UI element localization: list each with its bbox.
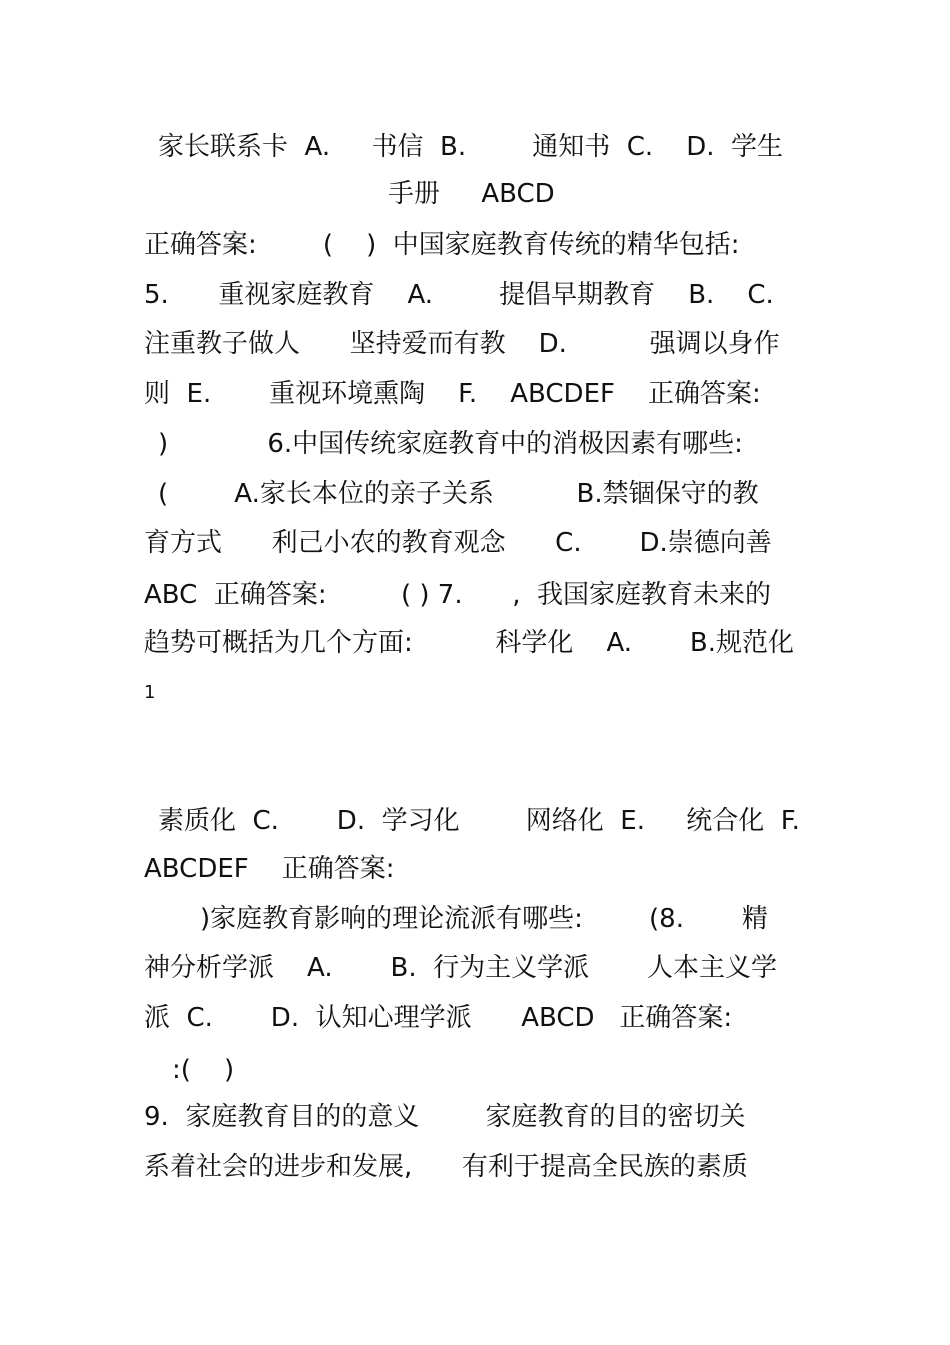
text-line: ) 6.中国传统家庭教育中的消极因素有哪些: [158,429,743,459]
text-line: 手册 ABCD [388,179,555,209]
text-line: :( ) [172,1055,235,1085]
text-line: 注重教子做人 坚持爱而有教 D. 强调以身作 [144,329,780,359]
text-line: ( A.家长本位的亲子关系 B.禁锢保守的教 [158,479,759,509]
text-line: 素质化 C. D. 学习化 网络化 E. 统合化 F. [158,806,800,836]
text-line: 派 C. D. 认知心理学派 ABCD 正确答案: [144,1003,733,1033]
text-line: 家长联系卡 A. 书信 B. 通知书 C. D. 学生 [158,132,784,162]
text-line: 则 E. 重视环境熏陶 F. ABCDEF 正确答案: [144,379,761,409]
text-line: 趋势可概括为几个方面: 科学化 A. B.规范化 [144,628,795,658]
text-line: 育方式 利己小农的教育观念 C. D.崇德向善 [144,528,772,558]
text-line: )家庭教育影响的理论流派有哪些: (8. 精 [200,904,768,934]
text-line: 系着社会的进步和发展, 有利于提高全民族的素质 [144,1152,748,1182]
text-line: 正确答案: ( ) 中国家庭教育传统的精华包括: [144,230,740,260]
page-number: 1 [144,682,156,703]
text-line: 神分析学派 A. B. 行为主义学派 人本主义学 [144,953,777,983]
text-line: ABCDEF 正确答案: [144,854,395,884]
text-line: 9. 家庭教育目的的意义 家庭教育的目的密切关 [144,1102,746,1132]
text-line: ABC 正确答案: ( ) 7. , 我国家庭教育未来的 [144,580,771,610]
text-line: 5. 重视家庭教育 A. 提倡早期教育 B. C. [144,280,774,310]
